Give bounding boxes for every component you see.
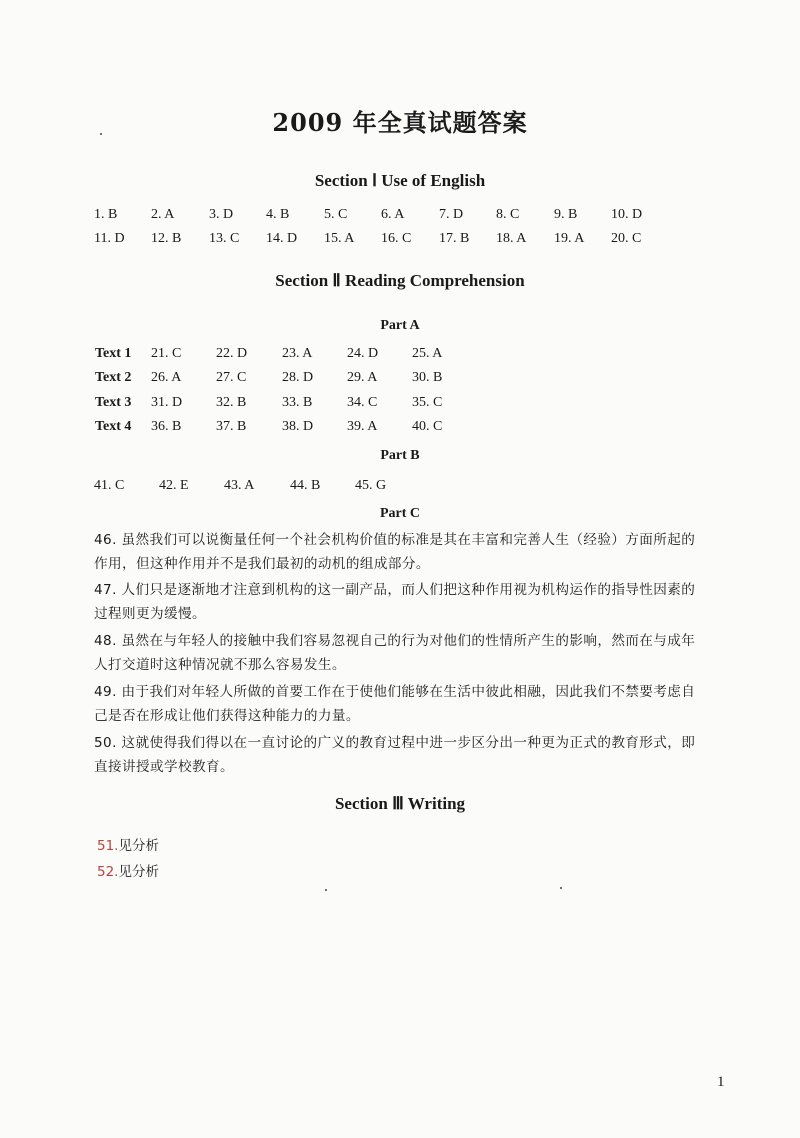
answer-item: 26. A — [151, 370, 182, 385]
translation-46: 46. 虽然我们可以说衡量任何一个社会机构价值的标准是其在丰富和完善人生（经验）方面所起的作用，但这种作用并不是我们最初的动机的组成部分。 — [94, 532, 696, 572]
page-title: 2009 年全真试题答案 — [272, 108, 528, 137]
answer-item: 10. D — [611, 207, 643, 222]
translation-47: 47. 人们只是逐渐地才注意到机构的这一副产品，而人们把这种作用视为机构运作的指导性因素的过程则更为缓慢。 — [94, 582, 696, 622]
text-label: Text 1 — [95, 346, 132, 361]
answer-item: 43. A — [224, 478, 255, 493]
answer-item: 23. A — [282, 346, 313, 361]
answer-item: 38. D — [282, 419, 314, 434]
answer-item: 7. D — [439, 207, 464, 222]
answer-item: 4. B — [266, 207, 290, 222]
answer-item: 25. A — [412, 346, 443, 361]
answer-item: 29. A — [347, 370, 378, 385]
answer-item: 27. C — [216, 370, 247, 385]
answer-item: 22. D — [216, 346, 248, 361]
text-label: Text 4 — [95, 419, 132, 434]
section-3-heading: Section Ⅲ Writing — [334, 794, 466, 813]
answer-item: 28. D — [282, 370, 314, 385]
section-1-heading: Section Ⅰ Use of English — [314, 171, 486, 190]
scan-speck — [325, 889, 327, 891]
scan-speck — [560, 887, 562, 889]
answer-item: 1. B — [94, 207, 118, 222]
answer-item: 24. D — [347, 346, 379, 361]
answer-item: 34. C — [347, 395, 378, 410]
answer-item: 36. B — [151, 419, 182, 434]
text-label: Text 3 — [95, 395, 132, 410]
answer-item: 45. G — [355, 478, 387, 493]
writing-item-text: 见分析 — [118, 864, 159, 880]
answer-item: 18. A — [496, 231, 527, 246]
answer-item: 13. C — [209, 231, 240, 246]
answer-item: 6. A — [381, 207, 405, 222]
answer-item: 12. B — [151, 231, 182, 246]
answer-item: 5. C — [324, 207, 348, 222]
writing-item-text: 见分析 — [118, 838, 159, 854]
text-label: Text 2 — [95, 370, 132, 385]
answer-item: 39. A — [347, 419, 378, 434]
answer-item: 8. C — [496, 207, 520, 222]
answer-item: 30. B — [412, 370, 443, 385]
section-2-heading: Section Ⅱ Reading Comprehension — [275, 271, 525, 290]
translation-49: 49. 由于我们对年轻人所做的首要工作在于使他们能够在生活中彼此相融，因此我们不禁要考虑自己是否在形成让他们获得这种能力的力量。 — [94, 684, 696, 724]
writing-item-51 — [97, 834, 159, 854]
writing-item-52 — [97, 860, 159, 880]
answer-item: 15. A — [324, 231, 355, 246]
answer-item: 14. D — [266, 231, 298, 246]
answer-item: 20. C — [611, 231, 642, 246]
answer-item: 19. A — [554, 231, 585, 246]
writing-item-number: 52. — [97, 864, 119, 880]
answer-item: 11. D — [94, 231, 125, 246]
translation-48: 48. 虽然在与年轻人的接触中我们容易忽视自己的行为对他们的性情所产生的影响，然而在与成年人打交道时这种情况就不那么容易发生。 — [94, 633, 696, 673]
answer-item: 21. C — [151, 346, 182, 361]
part-c-heading: Part C — [379, 506, 421, 521]
answer-item: 41. C — [94, 478, 125, 493]
answer-item: 17. B — [439, 231, 470, 246]
part-b-heading: Part B — [380, 448, 420, 463]
writing-item-number: 51. — [97, 838, 119, 854]
answer-item: 32. B — [216, 395, 247, 410]
answer-item: 31. D — [151, 395, 183, 410]
answer-item: 9. B — [554, 207, 578, 222]
answer-item: 3. D — [209, 207, 234, 222]
answer-item: 40. C — [412, 419, 443, 434]
answer-item: 37. B — [216, 419, 247, 434]
page-number: 1 — [717, 1074, 725, 1090]
answer-item: 44. B — [290, 478, 321, 493]
answer-item: 16. C — [381, 231, 412, 246]
answer-item: 42. E — [159, 478, 189, 493]
answer-item: 2. A — [151, 207, 175, 222]
answer-item: 35. C — [412, 395, 443, 410]
translation-50: 50. 这就使得我们得以在一直讨论的广义的教育过程中进一步区分出一种更为正式的教育形式，即直接讲授或学校教育。 — [94, 735, 696, 775]
answer-item: 33. B — [282, 395, 313, 410]
part-a-heading: Part A — [380, 318, 420, 333]
